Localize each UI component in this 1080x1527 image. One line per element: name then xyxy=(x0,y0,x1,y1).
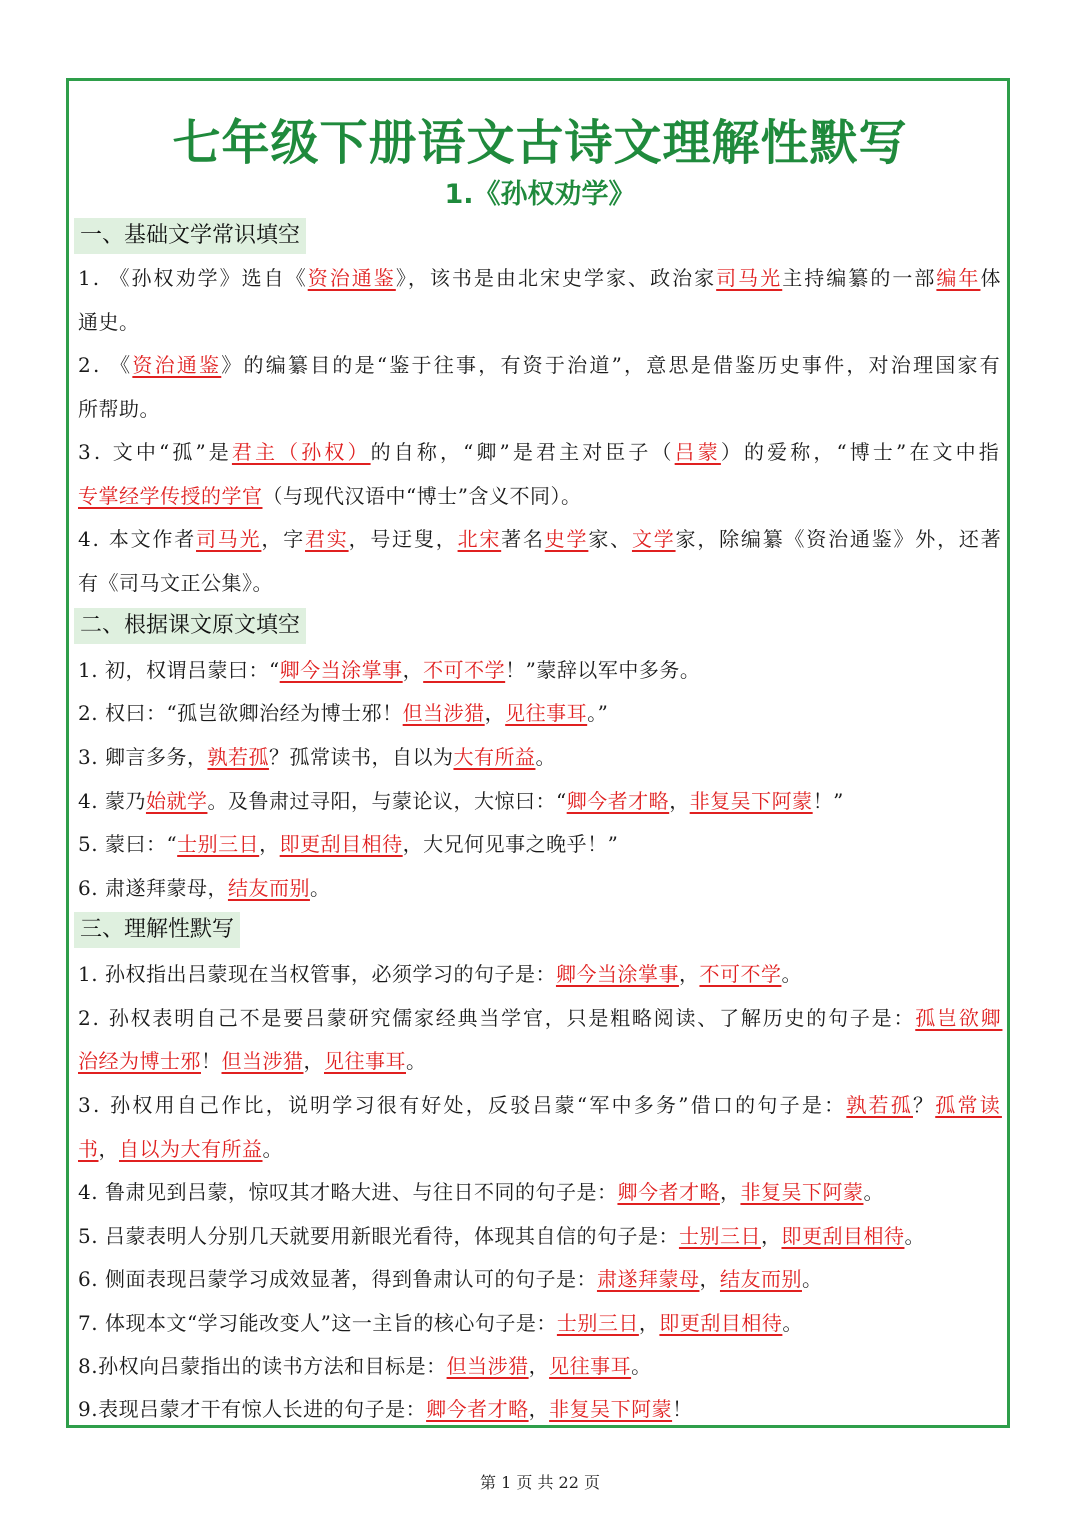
answer-text: 孰若孤 xyxy=(207,745,269,769)
answer-text: 史学 xyxy=(544,527,589,551)
answer-text: 吕蒙 xyxy=(674,440,721,464)
line-text: 2. 权曰：“孤岂欲卿治经为博士邪！ xyxy=(78,701,403,725)
answer-text: 不可不学 xyxy=(699,962,782,986)
line-text: ， xyxy=(303,1049,324,1073)
text-line xyxy=(78,1048,427,1074)
text-line xyxy=(78,396,160,422)
line-text: ？孤常读书，自以为 xyxy=(268,745,454,769)
text-line xyxy=(78,309,140,335)
line-text: ？ xyxy=(913,1093,936,1117)
line-text: ，字 xyxy=(261,527,305,551)
line-text: （与现代汉语中“博士”含义不同）。 xyxy=(262,484,582,508)
text-line xyxy=(78,875,330,901)
text-line xyxy=(78,1223,925,1249)
answer-text: 即更刮目相待 xyxy=(659,1311,783,1335)
answer-text: 即更刮目相待 xyxy=(781,1224,905,1248)
line-text: ，大兄何见事之晚乎！” xyxy=(402,832,619,856)
line-text: ， xyxy=(699,1267,720,1291)
answer-text: 司马光 xyxy=(716,266,783,290)
line-text: 的自称，“卿”是君主对臣子（ xyxy=(370,440,675,464)
line-text: 通史。 xyxy=(78,310,140,334)
section-heading-1: 一、基础文学常识填空 xyxy=(74,218,306,254)
line-text: 6. 肃遂拜蒙母， xyxy=(78,876,228,900)
line-text: ， xyxy=(678,962,700,986)
text-line xyxy=(78,1092,1002,1118)
answer-text: 书 xyxy=(78,1137,99,1161)
line-text: 1. 《孙权劝学》选自《 xyxy=(78,266,308,290)
answer-text: 孰若孤 xyxy=(846,1093,913,1117)
text-line xyxy=(78,788,844,814)
text-line xyxy=(78,961,802,987)
answer-text: 司马光 xyxy=(196,527,262,551)
line-text: 。 xyxy=(309,876,331,900)
text-line xyxy=(78,831,618,857)
line-text: 所帮助。 xyxy=(78,397,160,421)
line-text: ， xyxy=(484,701,506,725)
line-text: 4. 鲁肃见到吕蒙，惊叹其才略大进、与往日不同的句子是： xyxy=(78,1180,618,1204)
text-line xyxy=(78,526,1002,552)
line-text: 5. 吕蒙表明人分别几天就要用新眼光看待，体现其自信的句子是： xyxy=(78,1224,679,1248)
line-text: 2. 孙权表明自己不是要吕蒙研究儒家经典当学官，只是粗略阅读、了解历史的句子是： xyxy=(78,1006,916,1030)
line-text: 。 xyxy=(406,1049,427,1073)
answer-text: 资治通鉴 xyxy=(307,266,396,290)
line-text: ！”蒙辞以军中多务。 xyxy=(505,658,701,682)
line-text: 体 xyxy=(980,266,1003,290)
answer-text: 结友而别 xyxy=(227,876,310,900)
line-text: 7. 体现本文“学习能改变人”这一主旨的核心句子是： xyxy=(78,1311,557,1335)
line-text: ， xyxy=(259,832,280,856)
text-line xyxy=(78,700,608,726)
answer-text: 非复吴下阿蒙 xyxy=(549,1397,673,1421)
line-text: ， xyxy=(760,1224,782,1248)
section-heading-2: 二、根据课文原文填空 xyxy=(74,608,306,644)
line-text: 主持编纂的一部 xyxy=(782,266,937,290)
text-line xyxy=(78,1136,283,1162)
answer-text: 见往事耳 xyxy=(505,701,588,725)
line-text: ， xyxy=(638,1311,660,1335)
answer-text: 不可不学 xyxy=(423,658,506,682)
line-text: 。 xyxy=(801,1267,823,1291)
text-line xyxy=(78,1179,884,1205)
answer-text: 文学 xyxy=(631,527,676,551)
text-line xyxy=(78,1005,1002,1031)
answer-text: 北宋 xyxy=(457,527,502,551)
line-text: 2. 《 xyxy=(78,353,133,377)
line-text: 3. 文中“孤”是 xyxy=(78,440,232,464)
line-text: ， xyxy=(719,1180,741,1204)
answer-text: 编年 xyxy=(936,266,981,290)
line-text: 。 xyxy=(262,1137,283,1161)
line-text: 》，该书是由北宋史学家、政治家 xyxy=(395,266,717,290)
line-text: ， xyxy=(98,1137,119,1161)
answer-text: 治经为博士邪 xyxy=(78,1049,201,1073)
answer-text: 卿今当涂掌事 xyxy=(555,962,679,986)
line-text: 有《司马文正公集》。 xyxy=(78,571,273,595)
page-subtitle: 1.《孙权劝学》 xyxy=(444,179,636,210)
text-line xyxy=(78,1310,803,1336)
line-text: 。及鲁肃过寻阳，与蒙论议，大惊曰：“ xyxy=(207,789,567,813)
line-text: 著名 xyxy=(501,527,545,551)
answer-text: 结友而别 xyxy=(719,1267,802,1291)
answer-text: 肃遂拜蒙母 xyxy=(596,1267,700,1291)
answer-text: 士别三日 xyxy=(556,1311,639,1335)
text-line xyxy=(78,1396,693,1422)
answer-text: 即更刮目相待 xyxy=(279,832,403,856)
answer-text: 卿今者才略 xyxy=(566,789,670,813)
answer-text: 卿今当涂掌事 xyxy=(279,658,403,682)
section-heading-3: 三、理解性默写 xyxy=(74,912,240,948)
text-line xyxy=(78,744,556,770)
line-text: 》的编纂目的是“鉴于往事，有资于治道”，意思是借鉴历史事件，对治理国家有 xyxy=(221,353,1002,377)
answer-text: 专掌经学传授的学官 xyxy=(78,484,263,508)
line-text: 家，除编纂《资治通鉴》外，还著 xyxy=(675,527,1003,551)
text-line xyxy=(78,570,273,596)
line-text: 。” xyxy=(587,701,609,725)
line-text: 3. 卿言多务， xyxy=(78,745,208,769)
line-text: 。 xyxy=(904,1224,925,1248)
text-line xyxy=(78,483,581,509)
line-text: 8.孙权向吕蒙指出的读书方法和目标是： xyxy=(78,1354,447,1378)
text-line xyxy=(78,657,700,683)
line-text: 。 xyxy=(863,1180,884,1204)
line-text: ， xyxy=(528,1397,550,1421)
text-line xyxy=(78,1353,652,1379)
line-text: ！ xyxy=(672,1397,693,1421)
line-text: 3. 孙权用自己作比，说明学习很有好处，反驳吕蒙“军中多务”借口的句子是： xyxy=(78,1093,847,1117)
page-footer: 第 1 页 共 22 页 xyxy=(480,1473,600,1492)
answer-text: 君实 xyxy=(305,527,349,551)
text-line xyxy=(78,439,1002,465)
line-text: ！” xyxy=(812,789,844,813)
answer-text: 君主（孙权） xyxy=(231,440,371,464)
answer-text: 但当涉猎 xyxy=(446,1354,529,1378)
answer-text: 卿今者才略 xyxy=(617,1180,720,1204)
answer-text: 非复吴下阿蒙 xyxy=(689,789,813,813)
line-text: 4. 蒙乃 xyxy=(78,789,146,813)
line-text: ，号迂叟， xyxy=(348,527,458,551)
text-line xyxy=(78,265,1002,291)
line-text: ！ xyxy=(201,1049,222,1073)
answer-text: 士别三日 xyxy=(678,1224,761,1248)
answer-text: 但当涉猎 xyxy=(221,1049,304,1073)
line-text: 4. 本文作者 xyxy=(78,527,197,551)
line-text: 家、 xyxy=(588,527,632,551)
line-text: 1. 初，权谓吕蒙曰：“ xyxy=(78,658,280,682)
answer-text: 见往事耳 xyxy=(324,1049,406,1073)
answer-text: 孤常读 xyxy=(935,1093,1002,1117)
page-title: 七年级下册语文古诗文理解性默写 xyxy=(172,115,908,171)
line-text: 。 xyxy=(535,745,556,769)
line-text: ， xyxy=(402,658,424,682)
answer-text: 非复吴下阿蒙 xyxy=(740,1180,864,1204)
answer-text: 始就学 xyxy=(145,789,208,813)
answer-text: 见往事耳 xyxy=(549,1354,632,1378)
answer-text: 孤岂欲卿 xyxy=(915,1006,1003,1030)
text-line xyxy=(78,1266,822,1292)
answer-text: 大有所益 xyxy=(453,745,536,769)
line-text: 。 xyxy=(781,962,802,986)
line-text: ， xyxy=(528,1354,550,1378)
line-text: ）的爱称，“博士”在文中指 xyxy=(720,440,1002,464)
text-line xyxy=(78,352,1002,378)
answer-text: 士别三日 xyxy=(177,832,260,856)
answer-text: 资治通鉴 xyxy=(132,353,222,377)
line-text: 1. 孙权指出吕蒙现在当权管事，必须学习的句子是： xyxy=(78,962,556,986)
line-text: 。 xyxy=(631,1354,652,1378)
line-text: 5. 蒙曰：“ xyxy=(78,832,178,856)
answer-text: 卿今者才略 xyxy=(426,1397,529,1421)
line-text: 。 xyxy=(782,1311,803,1335)
line-text: 6. 侧面表现吕蒙学习成效显著，得到鲁肃认可的句子是： xyxy=(78,1267,597,1291)
line-text: 9.表现吕蒙才干有惊人长进的句子是： xyxy=(78,1397,427,1421)
line-text: ， xyxy=(669,789,690,813)
answer-text: 但当涉猎 xyxy=(402,701,485,725)
answer-text: 自以为大有所益 xyxy=(119,1137,263,1161)
